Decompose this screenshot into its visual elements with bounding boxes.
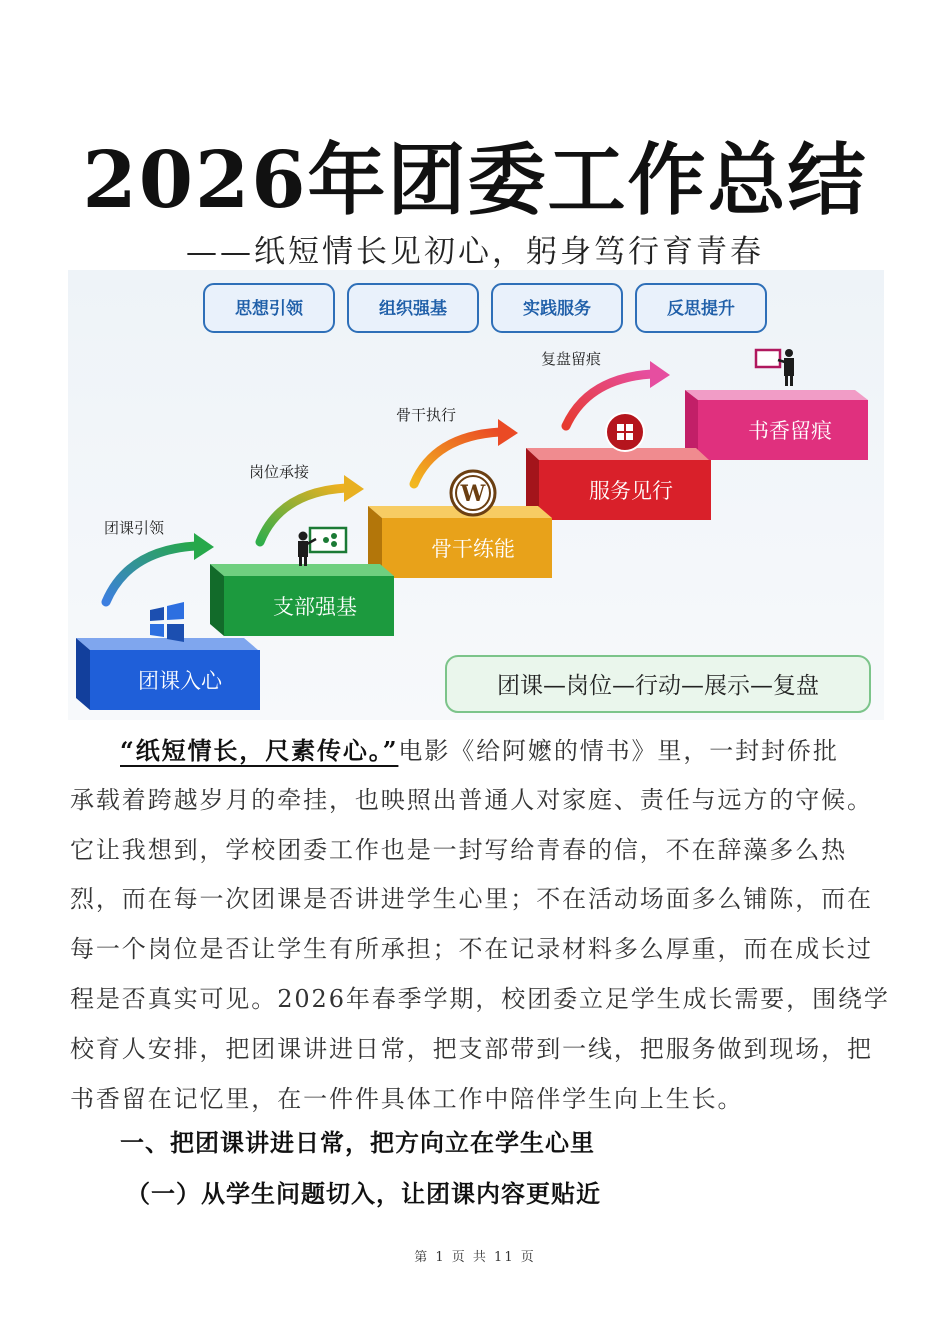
tab-zuzhi	[348, 284, 478, 332]
intro-paragraph	[70, 726, 890, 1124]
tab-label: 思想引领	[235, 299, 303, 319]
quote-text: “纸短情长，尺素传心。”	[120, 736, 399, 765]
arrow-label: 岗位承接	[249, 463, 310, 481]
page-footer: 第 1 页 共 11 页	[414, 1250, 536, 1265]
subsection-heading: （一）从学生问题切入，让团课内容更贴近	[126, 1179, 601, 1208]
document-subtitle: ——纸短情长见初心，躬身笃行育青春	[186, 234, 764, 270]
step-shuxiang	[685, 390, 868, 460]
tab-shijian	[492, 284, 622, 332]
paragraph-line: 书香留在记忆里，在一件件具体工作中陪伴学生向上生长。	[70, 1084, 744, 1113]
paragraph-line: 烈，而在每一次团课是否讲进学生心里；不在活动场面多么铺陈，而在	[70, 885, 873, 914]
step-gugan	[368, 506, 552, 578]
tab-label: 反思提升	[667, 299, 735, 319]
step-label: 团课入心	[138, 669, 222, 693]
paragraph-line: 每一个岗位是否让学生有所承担；不在记录材料多么厚重，而在成长过	[70, 935, 873, 964]
arrow-label: 骨干执行	[396, 406, 457, 424]
step-zhibu	[210, 564, 394, 636]
flow-box	[446, 656, 870, 712]
tab-label: 实践服务	[523, 299, 591, 319]
paragraph-line: 它让我想到，学校团委工作也是一封写给青春的信，不在辞藻多么热	[70, 835, 847, 864]
step-tuanke	[76, 638, 260, 710]
step-label: 骨干练能	[431, 537, 515, 561]
paragraph-line: 承载着跨越岁月的牵挂，也映照出普通人对家庭、责任与远方的守候。	[70, 785, 873, 814]
arrow-label: 复盘留痕	[541, 350, 602, 368]
line-text: 电影《给阿嬷的情书》里，一封封侨批	[398, 737, 839, 765]
document-title: 2026年团委工作总结	[82, 135, 868, 226]
tab-label: 组织强基	[379, 299, 447, 319]
step-fuwu	[526, 448, 711, 520]
paragraph-line-1	[70, 726, 882, 776]
flow-box-text: 团课—岗位—行动—展示—复盘	[497, 673, 819, 699]
section-heading: 一、把团课讲进日常，把方向立在学生心里	[120, 1128, 595, 1157]
tab-sixiang	[204, 284, 334, 332]
step-label: 支部强基	[273, 595, 357, 619]
tab-fansi	[636, 284, 766, 332]
wordpress-logo-icon	[451, 471, 495, 515]
step-label: 书香留痕	[748, 419, 832, 443]
paragraph-line: 程是否真实可见。2026年春季学期，校团委立足学生成长需要，围绕学	[70, 984, 890, 1013]
staircase-graphic	[68, 270, 884, 720]
step-label: 服务见行	[589, 479, 673, 503]
paragraph-line: 校育人安排，把团课讲进日常，把支部带到一线，把服务做到现场，把	[70, 1034, 873, 1063]
arrow-label: 团课引领	[104, 519, 165, 537]
badge-icon	[606, 413, 644, 451]
svg-text:W: W	[460, 481, 486, 507]
